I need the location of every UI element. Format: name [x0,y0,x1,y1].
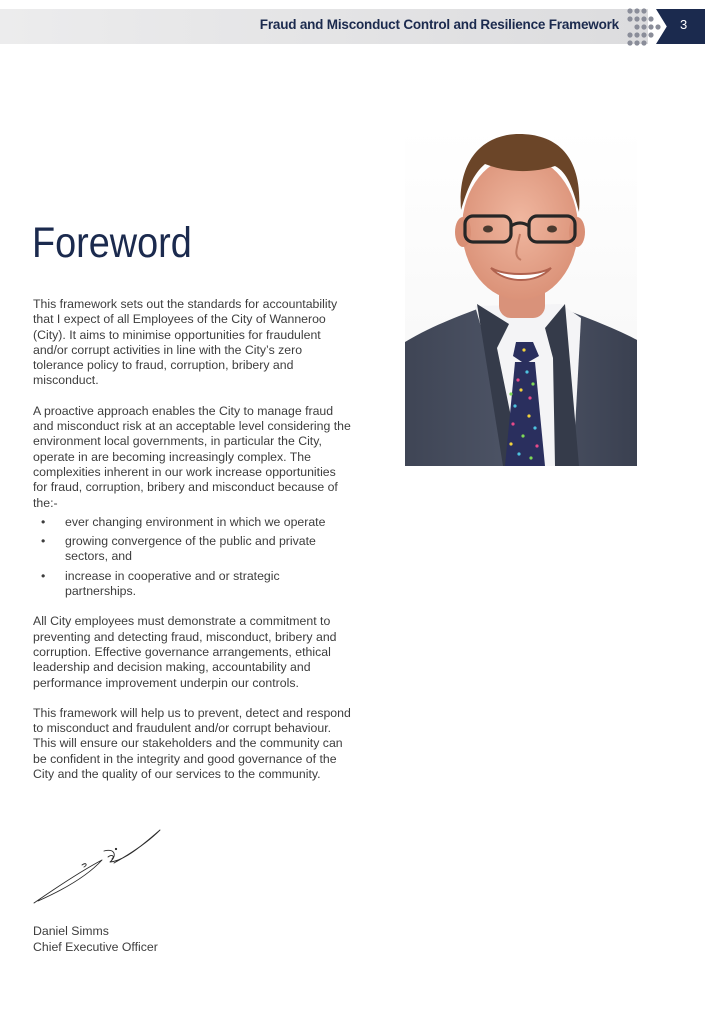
paragraph: A proactive approach enables the City to manage fraud and misconduct risk at an acceptable level considering the environment local governments, in particular the City, operate in are becoming increasingly complex. The complexities inherent in our work increase opportunities for fraud, corruption, bribery and misconduct because of the:- [33,403,351,510]
portrait-photo [405,128,637,466]
list-item-text: increase in cooperative and or strategic partnerships. [65,568,280,599]
signatory-name: Daniel Simms [33,924,109,938]
signatory-role: Chief Executive Officer [33,940,158,954]
foreword-body [33,297,353,797]
paragraph: This framework sets out the standards for accountability that I expect of all Employees of the City of Wanneroo (City). It aims to minimise opportunities for fraudulent and/or corrupt activities in line with the City’s zero tolerance policy to fraud, corruption, bribery and misconduct. [33,297,338,388]
signatory-block [33,923,158,955]
bullet-icon: • [41,514,46,529]
list-item-text: ever changing environment in which we operate [65,514,326,529]
list-item [33,534,353,565]
paragraph: This framework will help us to prevent, detect and respond to misconduct and fraudulent and/or corrupt behaviour. This will ensure our stakeholders and the community can be confident in the integrity and good governance of the City and the quality of our services to the community. [33,705,351,782]
signature-image [30,827,170,907]
list-item [33,569,353,600]
bullet-list [33,515,353,599]
bullet-icon: • [41,568,46,583]
bullet-icon: • [41,534,46,549]
paragraph: All City employees must demonstrate a commitment to preventing and detecting fraud, misconduct, bribery and corruption. Effective governance arrangements, ethical leadership and decision making, accountability and performance improvement underpin our controls. [33,614,337,690]
page-number: 3 [680,17,688,32]
page-title: Foreword [32,219,192,267]
list-item [33,515,353,530]
document-title: Fraud and Misconduct Control and Resilience Framework [259,17,619,32]
list-item-text: growing convergence of the public and private sectors, and [65,534,316,564]
